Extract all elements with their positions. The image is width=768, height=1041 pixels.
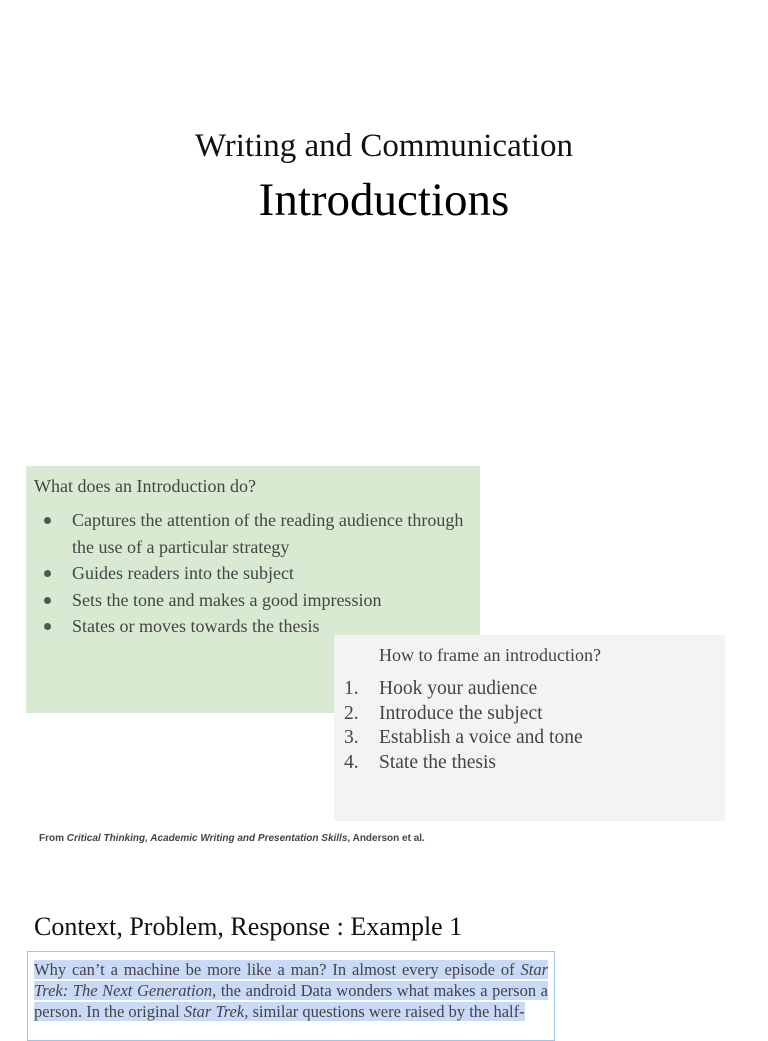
bullet-icon	[44, 570, 51, 577]
frame-intro-steps	[342, 677, 717, 775]
list-item	[342, 677, 717, 702]
citation-prefix: From	[39, 833, 67, 844]
selected-text: Why can’t a machine be more like a man? In almost every episode of	[34, 960, 521, 979]
course-subtitle: Writing and Communication	[194, 128, 574, 164]
list-item	[34, 507, 472, 560]
list-item-text: Guides readers into the subject	[72, 563, 294, 583]
selected-text: , the android Data wonders what makes a person a person. In the original	[34, 981, 548, 1021]
bullet-icon	[44, 517, 51, 524]
list-item	[342, 751, 717, 776]
step-number: 4.	[344, 751, 359, 773]
step-number: 1.	[344, 678, 359, 699]
step-number: 2.	[344, 702, 359, 724]
example-heading: Context, Problem, Response : Example 1	[34, 912, 463, 941]
example-text-box[interactable]	[27, 951, 555, 1041]
step-text: State the thesis	[379, 751, 496, 773]
list-item	[34, 560, 472, 587]
citation-authors: , Anderson et al.	[347, 833, 425, 844]
selected-text: , similar questions were raised by the half-	[244, 1002, 525, 1021]
selected-text-italic: Star Trek	[183, 1002, 245, 1021]
list-item	[342, 702, 717, 727]
step-text: Hook your audience	[379, 678, 538, 699]
citation-work-title: Critical Thinking, Academic Writing and Presentation Skills	[66, 833, 348, 844]
intro-purpose-heading: What does an Introduction do?	[34, 476, 256, 496]
list-item	[34, 587, 472, 614]
source-citation	[39, 833, 425, 844]
step-number: 3.	[344, 727, 359, 748]
bullet-icon	[44, 623, 51, 630]
step-text: Introduce the subject	[379, 702, 543, 724]
selected-text-italic: Star Trek: The Next Generation	[34, 960, 548, 1000]
bullet-icon	[44, 597, 51, 604]
list-item-text: Sets the tone and makes a good impression	[72, 589, 382, 610]
list-item-text: States or moves towards the thesis	[72, 616, 320, 636]
intro-purpose-list	[34, 507, 472, 640]
step-text: Establish a voice and tone	[379, 727, 583, 748]
frame-intro-box	[334, 635, 725, 821]
example-paragraph[interactable]	[34, 959, 548, 1022]
list-item-text: Captures the attention of the reading audience through the use of a particular strategy	[72, 510, 464, 557]
list-item	[342, 726, 717, 751]
frame-intro-heading: How to frame an introduction?	[379, 645, 601, 665]
page-title: Introductions	[258, 174, 510, 226]
